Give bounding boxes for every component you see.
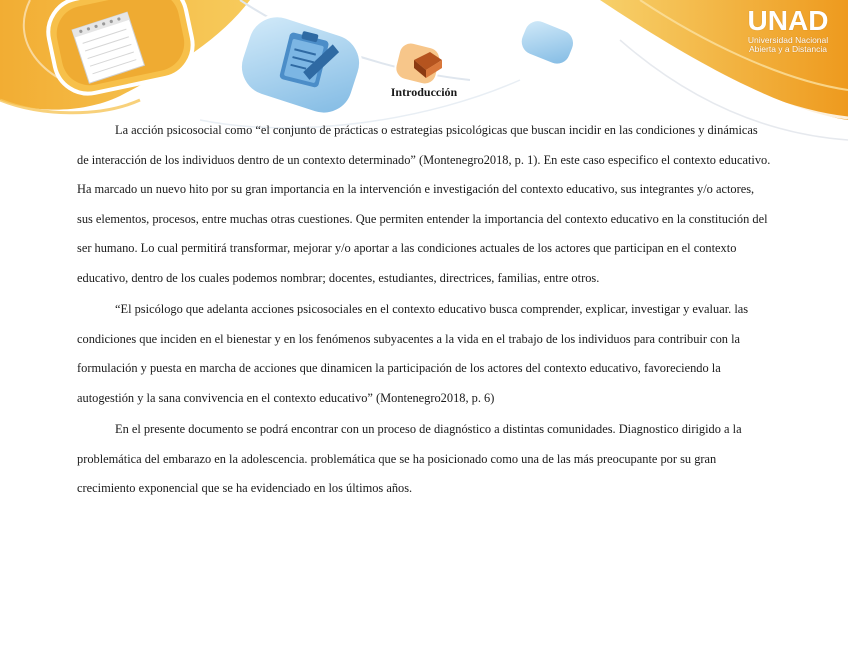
document-title: Introducción	[390, 85, 458, 99]
document-body	[77, 116, 771, 504]
unad-logo	[742, 6, 834, 54]
paragraph-2: “El psicólogo que adelanta acciones psicosociales en el contexto educativo busca comprender, explicar, investigar y evaluar. las condiciones que inciden en el bienestar y en los fenómenos subyacentes a la vida en el trabajo de los individuos para contribuir con la formulación y puesta en marcha de acciones que dinamicen la participación de los actores del contexto educativo, favoreciendo la autogestión y la sana convivencia en el contexto educativo” (Montenegro2018, p. 6)	[77, 302, 749, 405]
paragraph-3: En el presente documento se podrá encontrar con un proceso de diagnóstico a distintas comunidades. Diagnostico dirigido a la problemática del embarazo en la adolescencia. problemática que se ha posicionado como una de las más preocupante por su gran crecimiento exponencial que se ha evidenciado en los últimos años.	[77, 422, 742, 495]
logo-mark: UNAD	[747, 5, 829, 36]
logo-line-1: Universidad Nacional	[747, 35, 829, 45]
logo-line-2: Abierta y a Distancia	[749, 44, 827, 54]
blue-small-tile	[517, 16, 579, 69]
paragraph-1: La acción psicosocial como “el conjunto de prácticas o estrategias psicológicas que buscan incidir en las condiciones y dinámicas de interacción de los individuos dentro de un contexto determinado” (Montenegro2018, p. 1). En este caso especifico el contexto educativo. Ha marcado un nuevo hito por su gran importancia en la intervención e investigación del contexto educativo, sus integrantes y/o actores, sus elementos, procesos, entre muchas otras cuestiones. Que permiten entender la importancia del contexto educativo en la constitución del ser humano. Lo cual permitirá transformar, mejorar y/o aportar a las condiciones actuales de los actores que participan en el contexto educativo, dentro de los cuales podemos nombrar; docentes, estudiantes, directrices, familias, entre otros.	[77, 123, 771, 285]
